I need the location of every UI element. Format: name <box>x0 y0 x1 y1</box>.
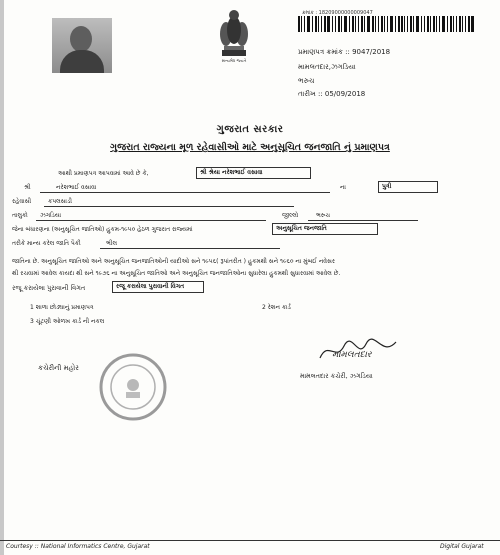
footer-brand: Digital Gujarat <box>440 543 484 550</box>
proof-item: 1 શાળા છોડ્યાનું પ્રમાણપત્ર <box>30 304 94 311</box>
certificate-title: ગુજરાત રાજ્યના મૂળ રહેવાસીઓ માટે અનુસૂચિત જનજાતિ નું પ્રમાણપત્ર <box>110 142 390 153</box>
barcode-bar <box>404 16 405 32</box>
barcode-bar <box>401 16 403 32</box>
taluka-value: ઝગડિયા <box>40 212 62 219</box>
barcode-bar <box>378 16 379 32</box>
barcode-bar <box>430 16 431 32</box>
barcode-bar <box>456 16 457 32</box>
certificate-number: પ્રમાણપત્ર ક્રમાંક :: 9047/2018 <box>298 48 391 56</box>
barcode-bar <box>335 16 336 32</box>
barcode-bar <box>301 16 302 32</box>
barcode-bar <box>387 16 388 32</box>
barcode-bar <box>324 16 326 32</box>
category-value: અનુસૂચિત જનજાતિ <box>272 223 378 235</box>
emblem-caption: સત્યમેવ જયતે <box>221 58 247 63</box>
serial-number: ક્રમાંક : 18209000000009047 <box>302 10 373 16</box>
caste-underline <box>100 248 280 249</box>
caste-value: ભીલ <box>106 240 118 247</box>
barcode-bar <box>453 16 454 32</box>
relation-value: પુત્રી <box>378 181 438 193</box>
barcode-bar <box>398 16 400 32</box>
barcode-bar <box>407 16 408 32</box>
footer-courtesy: Courtesy :: National Informatics Centre, Gujarat <box>6 543 150 550</box>
village-underline <box>44 206 294 207</box>
shri-label: શ્રી <box>24 184 31 191</box>
national-emblem-icon <box>212 6 256 62</box>
barcode-bar <box>372 16 374 32</box>
proof-item: 2 રેશન કાર્ડ <box>262 304 291 311</box>
barcode-bar <box>332 16 333 32</box>
barcode-bar <box>327 16 330 32</box>
barcode-bar <box>349 16 350 32</box>
barcode-bar <box>384 16 385 32</box>
office-stamp-label: કચેરીની મહોર <box>38 364 79 372</box>
barcode-bar <box>471 16 474 32</box>
barcode-bar <box>390 16 393 32</box>
signature-scrawl-icon <box>318 338 398 364</box>
barcode-bar <box>355 16 356 32</box>
barcode-bar <box>416 16 419 32</box>
footer-divider <box>0 540 500 541</box>
barcode-bar <box>381 16 383 32</box>
barcode-bar <box>358 16 359 32</box>
barcode-bar <box>436 16 437 32</box>
father-name: નરેશભાઈ વસાવા <box>56 184 97 191</box>
barcode-bar <box>421 16 422 32</box>
signature: મામલતદાર <box>332 350 372 360</box>
taluka-label: તાલુકો <box>12 212 28 219</box>
proof-title-boxed: રજૂ કરાયેલા પુરાવાની વિગત <box>112 281 204 293</box>
order-text: જેના બંધારણના (અનુસૂચિત જાતિઓ) હુકમ-૧૯૫૦ હેઠળ ગુજરાત રાજ્યમાં <box>12 226 193 233</box>
barcode-bar <box>413 16 414 32</box>
barcode-bar <box>468 16 470 32</box>
barcode-bar <box>427 16 429 32</box>
issuing-office: મામલતદાર,ઝગડિયા <box>298 63 356 71</box>
barcode-bar <box>424 16 425 32</box>
barcode-bar <box>367 16 370 32</box>
barcode-bar <box>298 16 300 32</box>
applicant-photo <box>52 18 112 73</box>
na-text: ના <box>340 184 346 191</box>
resident-label: રહેવાસી <box>12 198 32 205</box>
barcode-bar <box>433 16 435 32</box>
legal-paragraph-line-1: જાતિના છે. અનુસૂચિત જાતિઓ અને અનુસૂચિત જનજાતિઓની યાદીઓ સને ૧૯૫૬( રૂપાંતરીત ) હુકમથી સને ૧૯૬૦ ના મુંબઈ નવેસર <box>12 258 336 265</box>
legal-paragraph-line-2: થી રચવામાં આવેલ કાયદા થી સને ૧૯૭૬ ના અનુસૂચિત જાતિઓ અને અનુસૂચિત જનજાતિઓના સુધારેલા હુકમથી સુધારવામાં આવેલ છે. <box>12 270 341 277</box>
applicant-name: શ્રી શ્રેયા નરેશભાઈ વસાવા <box>196 167 311 179</box>
barcode-bar <box>307 16 310 32</box>
barcode-bar <box>442 16 445 32</box>
proof-title: રજૂ કરાયેલા પુરાવાની વિગત <box>12 284 86 292</box>
barcode-bar <box>341 16 342 32</box>
page-edge <box>0 0 4 555</box>
signatory-designation: મામલતદાર કચેરી, ઝગડિયા <box>300 372 373 380</box>
barcode-bar <box>344 16 347 32</box>
barcode <box>298 16 476 32</box>
government-title: ગુજરાત સરકાર <box>216 124 284 135</box>
barcode-bar <box>361 16 363 32</box>
barcode-bar <box>439 16 440 32</box>
taluka-underline <box>36 220 266 221</box>
district-underline <box>308 220 418 221</box>
issue-date: તારીખ :: 05/09/2018 <box>298 90 366 98</box>
barcode-bar <box>364 16 365 32</box>
barcode-bar <box>447 16 448 32</box>
village-value: કપલસાડી <box>48 198 73 205</box>
issuing-district: ભરુચ <box>298 77 315 85</box>
district-value: ભરુચ <box>316 212 330 219</box>
barcode-bar <box>450 16 452 32</box>
barcode-bar <box>312 16 313 32</box>
barcode-bar <box>318 16 319 32</box>
barcode-bar <box>315 16 317 32</box>
barcode-bar <box>459 16 461 32</box>
barcode-bar <box>375 16 376 32</box>
barcode-bar <box>338 16 340 32</box>
district-label: જીલ્લો <box>282 212 299 219</box>
barcode-bar <box>321 16 322 32</box>
barcode-bar <box>410 16 412 32</box>
barcode-bar <box>465 16 466 32</box>
caste-label: તરીકે માન્ય કરેલ જાતિ પૈકી <box>12 240 81 247</box>
barcode-bar <box>395 16 396 32</box>
intro-text: આથી પ્રમાણપત્ર આપવામાં આવે છે કે, <box>58 170 149 177</box>
barcode-bar <box>462 16 463 32</box>
father-underline <box>40 192 330 193</box>
office-seal-icon <box>98 352 168 422</box>
barcode-bar <box>304 16 305 32</box>
proof-item: 3 ચૂંટણી ઓળખ કાર્ડ ની નકલ <box>30 318 105 325</box>
barcode-bar <box>352 16 354 32</box>
